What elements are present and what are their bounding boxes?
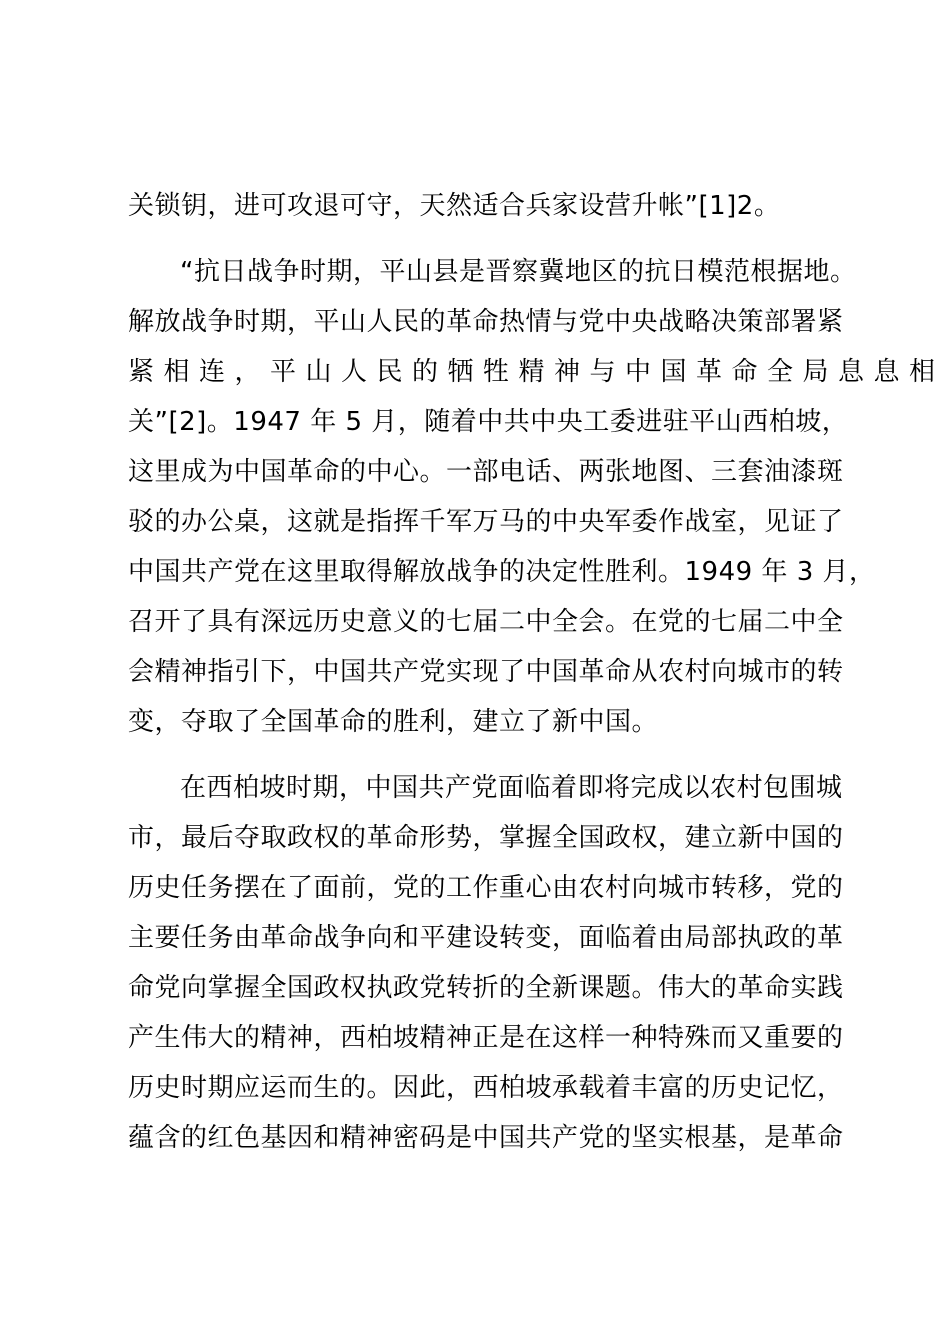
text-line: 这里成为中国革命的中心。一部电话、两张地图、三套油漆斑 [128, 457, 844, 487]
text-line: 历史任务摆在了面前，党的工作重心由农村向城市转移，党的 [128, 873, 844, 903]
paragraph-first-line: “抗日战争时期，平山县是晋察冀地区的抗日模范根据地。 [180, 257, 857, 287]
text-line: 蕴含的红色基因和精神密码是中国共产党的坚实根基，是革命 [128, 1123, 844, 1153]
text-line: 历史时期应运而生的。因此，西柏坡承载着丰富的历史记忆， [128, 1073, 844, 1103]
text-line: 解放战争时期，平山人民的革命热情与党中央战略决策部署紧 [128, 307, 844, 337]
paragraph-first-line: 在西柏坡时期，中国共产党面临着即将完成以农村包围城 [180, 773, 843, 803]
text-line: 市，最后夺取政权的革命形势，掌握全国政权，建立新中国的 [128, 823, 844, 853]
text-line: 主要任务由革命战争向和平建设转变，面临着由局部执政的革 [128, 923, 844, 953]
text-line: 召开了具有深远历史意义的七届二中全会。在党的七届二中全 [128, 607, 844, 637]
text-line: 命党向掌握全国政权执政党转折的全新课题。伟大的革命实践 [128, 973, 844, 1003]
text-line: 变，夺取了全国革命的胜利，建立了新中国。 [128, 707, 659, 737]
text-line: 紧相连，平山人民的牺牲精神与中国革命全局息息相 [128, 357, 945, 387]
text-line: 产生伟大的精神，西柏坡精神正是在这样一种特殊而又重要的 [128, 1023, 844, 1053]
text-line: 关锁钥，进可攻退可守，天然适合兵家设营升帐”[1]2。 [128, 191, 781, 221]
text-line: 会精神指引下，中国共产党实现了中国革命从农村向城市的转 [128, 657, 844, 687]
text-line: 关”[2]。1947 年 5 月，随着中共中央工委进驻平山西柏坡， [128, 407, 849, 437]
text-line: 中国共产党在这里取得解放战争的决定性胜利。1949 年 3 月， [128, 557, 876, 587]
text-line: 驳的办公桌，这就是指挥千军万马的中央军委作战室，见证了 [128, 507, 844, 537]
